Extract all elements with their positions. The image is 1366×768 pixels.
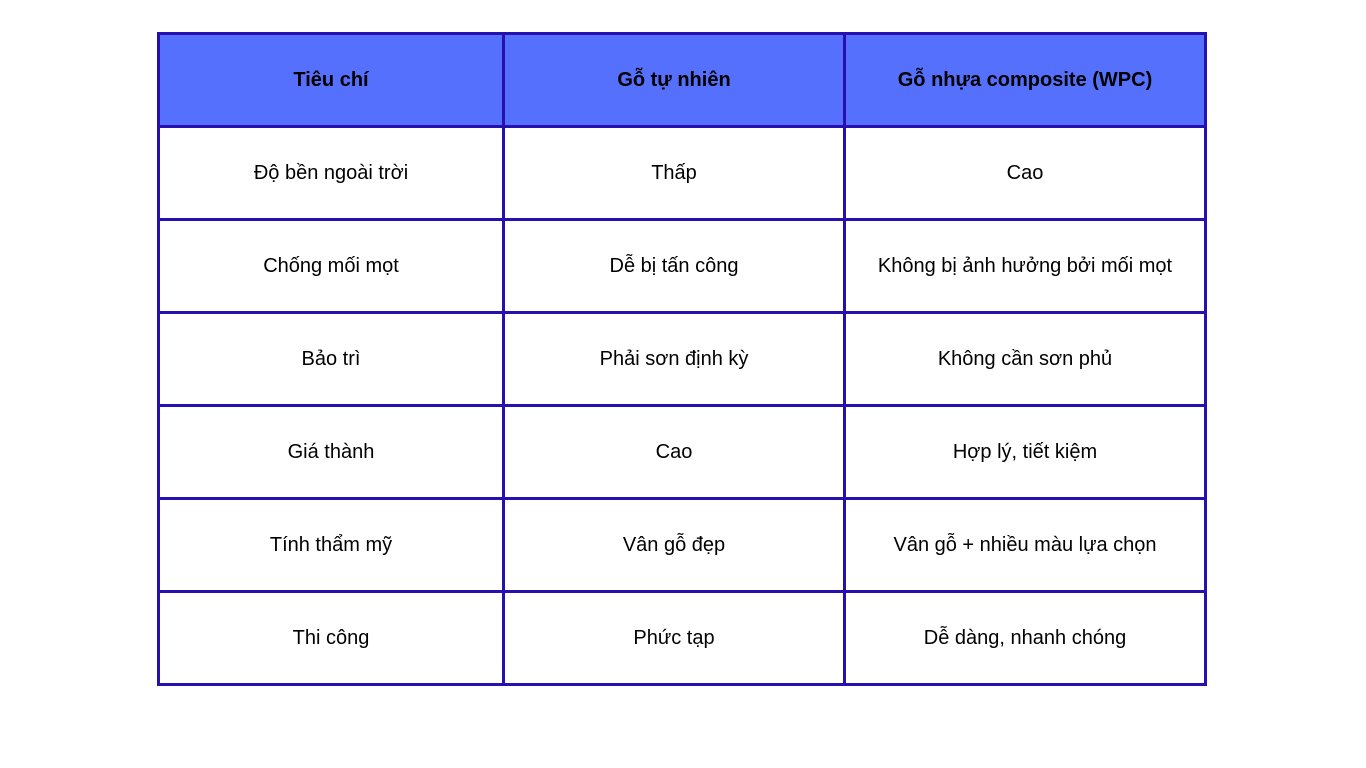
- table-cell-criteria: Tính thẩm mỹ: [159, 499, 504, 592]
- table-cell-criteria: Bảo trì: [159, 313, 504, 406]
- table-cell-criteria: Giá thành: [159, 406, 504, 499]
- table-cell-criteria: Thi công: [159, 592, 504, 685]
- table-row: [159, 313, 1206, 406]
- table-cell-natural-wood: Cao: [504, 406, 845, 499]
- table-row: [159, 592, 1206, 685]
- table-cell-wpc: Không cần sơn phủ: [845, 313, 1206, 406]
- table-row: [159, 220, 1206, 313]
- header-wpc: Gỗ nhựa composite (WPC): [845, 34, 1206, 127]
- comparison-table: [157, 32, 1207, 686]
- table-cell-natural-wood: Dễ bị tấn công: [504, 220, 845, 313]
- table-cell-wpc: Cao: [845, 127, 1206, 220]
- header-natural-wood: Gỗ tự nhiên: [504, 34, 845, 127]
- header-criteria: Tiêu chí: [159, 34, 504, 127]
- table-cell-criteria: Độ bền ngoài trời: [159, 127, 504, 220]
- table-header-row: [159, 34, 1206, 127]
- table-cell-criteria: Chống mối mọt: [159, 220, 504, 313]
- table-cell-wpc: Không bị ảnh hưởng bởi mối mọt: [845, 220, 1206, 313]
- table-row: [159, 127, 1206, 220]
- table-cell-natural-wood: Phức tạp: [504, 592, 845, 685]
- table-cell-natural-wood: Vân gỗ đẹp: [504, 499, 845, 592]
- table-row: [159, 406, 1206, 499]
- table-cell-natural-wood: Thấp: [504, 127, 845, 220]
- table-cell-wpc: Hợp lý, tiết kiệm: [845, 406, 1206, 499]
- table-cell-wpc: Dễ dàng, nhanh chóng: [845, 592, 1206, 685]
- table-row: [159, 499, 1206, 592]
- table-cell-natural-wood: Phải sơn định kỳ: [504, 313, 845, 406]
- table-cell-wpc: Vân gỗ + nhiều màu lựa chọn: [845, 499, 1206, 592]
